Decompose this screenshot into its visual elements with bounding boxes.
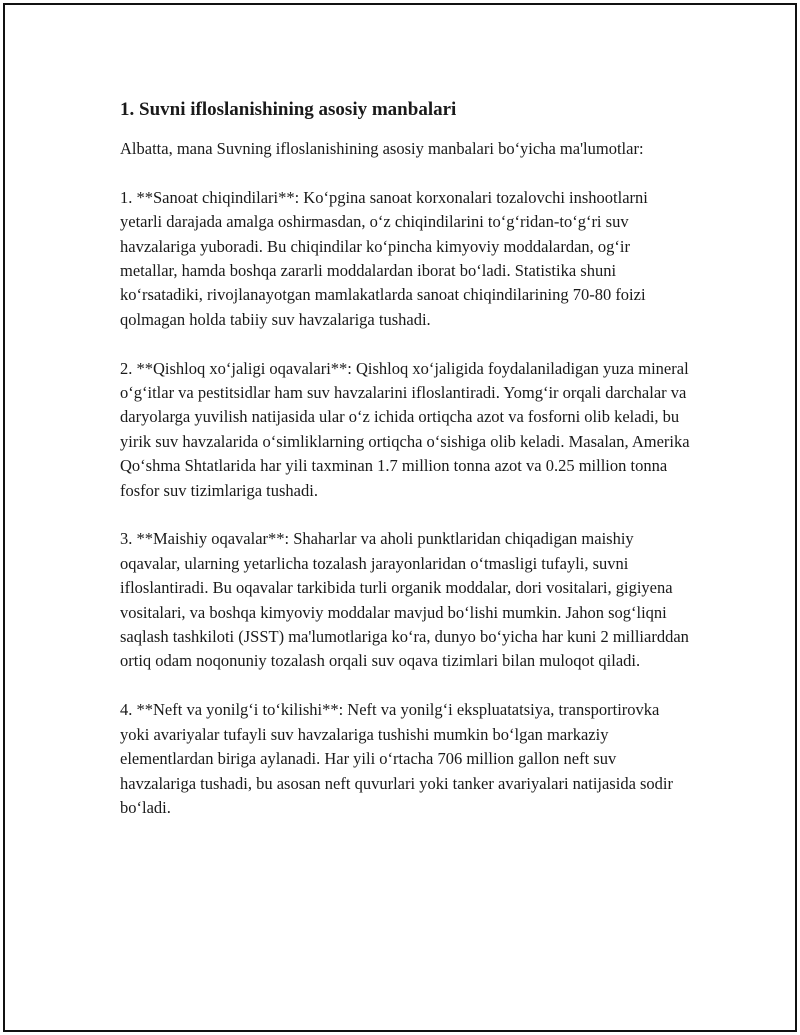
section-heading: 1. Suvni ifloslanishining asosiy manbalari xyxy=(120,99,457,120)
page-frame xyxy=(3,3,797,1032)
list-item-domestic-sewage: 3. **Maishiy oqavalar**: Shaharlar va aholi punktlaridan chiqadigan maishiy oqavalar, ularning yetarlicha tozalash jarayonlaridan o‘tmasligi tufayli, suvni ifloslantiradi. Bu oqavalar tarkibida turli organik moddalar, dori vositalari, gigiyena vositalari, va boshqa kimyoviy moddalar mavjud bo‘lishi mumkin. Jahon sog‘liqni saqlash tashkiloti (JSST) ma'lumotlariga ko‘ra, dunyo bo‘yicha har kuni 2 milliarddan ortiq odam noqonuniy tozalash orqali suv oqava tizimlari bilan muloqot qiladi. xyxy=(120,529,689,671)
document-body xyxy=(120,97,690,845)
list-item-oil-spills: 4. **Neft va yonilg‘i to‘kilishi**: Neft va yonilg‘i ekspluatatsiya, transportirovka yoki avariyalar tufayli suv havzalariga tushishi mumkin bo‘lgan markaziy elementlardan biriga aylanadi. Har yili o‘rtacha 706 million gallon neft suv havzalariga tushadi, bu asosan neft quvurlari yoki tanker avariyalari natijasida sodir bo‘ladi. xyxy=(120,700,674,817)
list-item-industrial-waste: 1. **Sanoat chiqindilari**: Ko‘pgina sanoat korxonalari tozalovchi inshootlarni yetarli darajada amalga oshirmasdan, o‘z chiqindilarini to‘g‘ridan-to‘g‘ri suv havzalariga yuboradi. Bu chiqindilar ko‘pincha kimyoviy moddalardan, og‘ir metallar, hamda boshqa zararli moddalardan iborat bo‘ladi. Statistika shuni ko‘rsatadiki, rivojlanayotgan mamlakatlarda sanoat chiqindilarining 70-80 foizi qolmagan holda tabiiy suv havzalariga tushadi. xyxy=(120,187,648,329)
list-item-agricultural-runoff: 2. **Qishloq xo‘jaligi oqavalari**: Qishloq xo‘jaligida foydalaniladigan yuza mineral o‘g‘itlar va pestitsidlar ham suv havzalarini ifloslantiradi. Yomg‘ir orqali darchalar va daryolarga yuvilish natijasida ular o‘z ichida ortiqcha azot va fosforni olib keladi, bu yirik suv havzalarida o‘simliklarning ortiqcha o‘sishiga olib keladi. Masalan, Amerika Qo‘shma Shtatlarida har yili taxminan 1.7 million tonna azot va 0.25 million tonna fosfor suv tizimlariga tushadi. xyxy=(120,358,690,500)
intro-paragraph: Albatta, mana Suvning ifloslanishining asosiy manbalari bo‘yicha ma'lumotlar: xyxy=(120,139,644,158)
